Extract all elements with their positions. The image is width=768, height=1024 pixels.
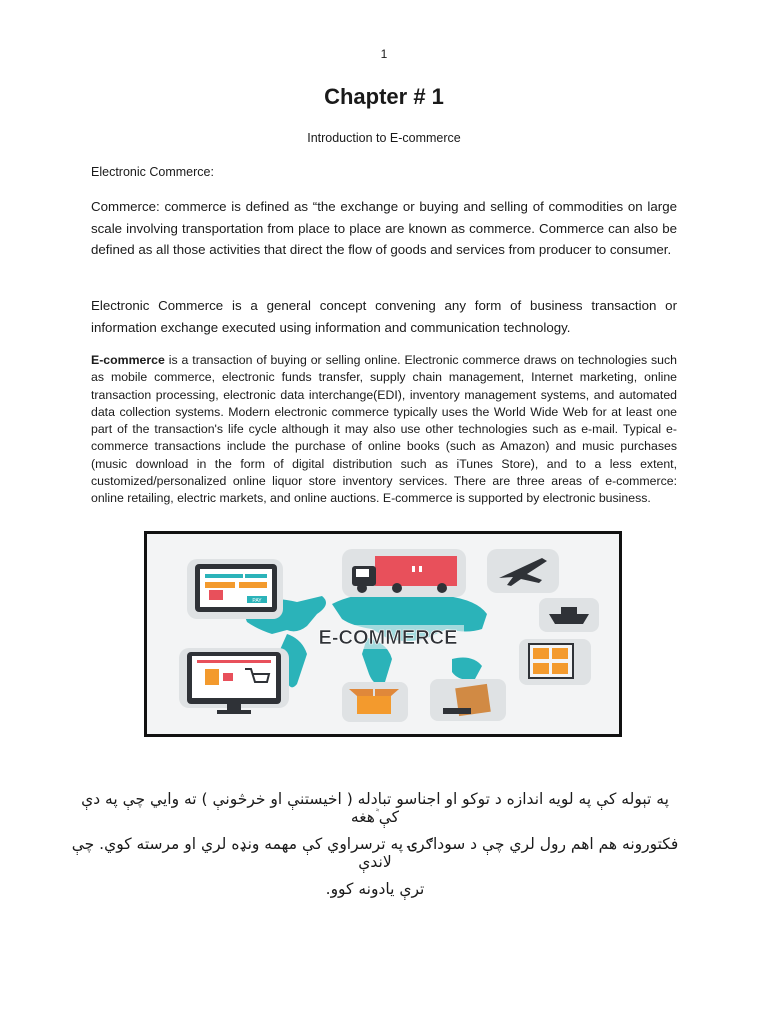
airplane-icon (487, 549, 559, 593)
delivery-box-icon (430, 679, 506, 721)
pay-label: PAY (252, 598, 262, 604)
pashto-text-line-3: ترې یادونه کوو. (325, 880, 425, 898)
ecommerce-illustration (144, 531, 622, 737)
chapter-subtitle: Introduction to E-commerce (307, 131, 461, 145)
pashto-text-line-1: په تېوله کې په لویه اندازه د توکو او اجناسو تبادله ( اخیستنې او خرڅونې ) ته وایي چې په دې کې ٞهغه (81, 790, 669, 826)
monitor-shop-icon (187, 559, 283, 619)
ecommerce-term: E-commerce (91, 353, 165, 367)
commerce-definition-paragraph: Commerce: commerce is defined as “the exchange or buying and selling of commodities on large scale involving transportation from place to place are known as commerce. Commerce can also be defined as all those activities that direct the flow of goods and services from producer to consumer. (91, 199, 677, 258)
banner-text: E-COMMERCE (318, 627, 458, 649)
delivery-truck-icon (342, 549, 466, 597)
electronic-commerce-paragraph: Electronic Commerce is a general concept convening any form of business transaction or information exchange executed using information and communication technology. (91, 298, 677, 335)
page-number: 1 (380, 47, 388, 61)
cargo-ship-icon (539, 598, 599, 632)
section-heading: Electronic Commerce: (91, 165, 214, 179)
warehouse-shelf-icon (519, 639, 591, 685)
ecommerce-banner (312, 625, 464, 649)
ecommerce-illustration-graphic (147, 534, 619, 734)
pashto-text-line-2: فکتورونه هم اهم رول لري چې د سوداګرۍ په ترسراوي کې مهمه ونډه لري او مرسته کوي. چې لاندې (71, 835, 679, 871)
chapter-title: Chapter # 1 (324, 84, 444, 109)
desktop-cart-icon (179, 648, 289, 714)
ecommerce-paragraph (91, 352, 677, 508)
ecommerce-body-text: is a transaction of buying or selling online. Electronic commerce draws on technologies such as mobile commerce, electronic funds transfer, supply chain management, Internet marketing, online transaction processing, electronic data interchange(EDI), inventory management systems, and automated data collection systems. Modern electronic commerce typically uses the World Wide Web for at least one part of the transaction's life cycle although it may also use other technologies such as e-mail. Typical e-commerce transactions include the purchase of online books (such as Amazon) and music purchases (music download in the form of digital distribution such as iTunes Store), and to a less extent, customized/personalized online liquor store inventory services. There are three areas of e-commerce: online retailing, electric markets, and online auctions. E-commerce is supported by electronic business. (91, 353, 677, 506)
open-box-icon (342, 682, 408, 722)
